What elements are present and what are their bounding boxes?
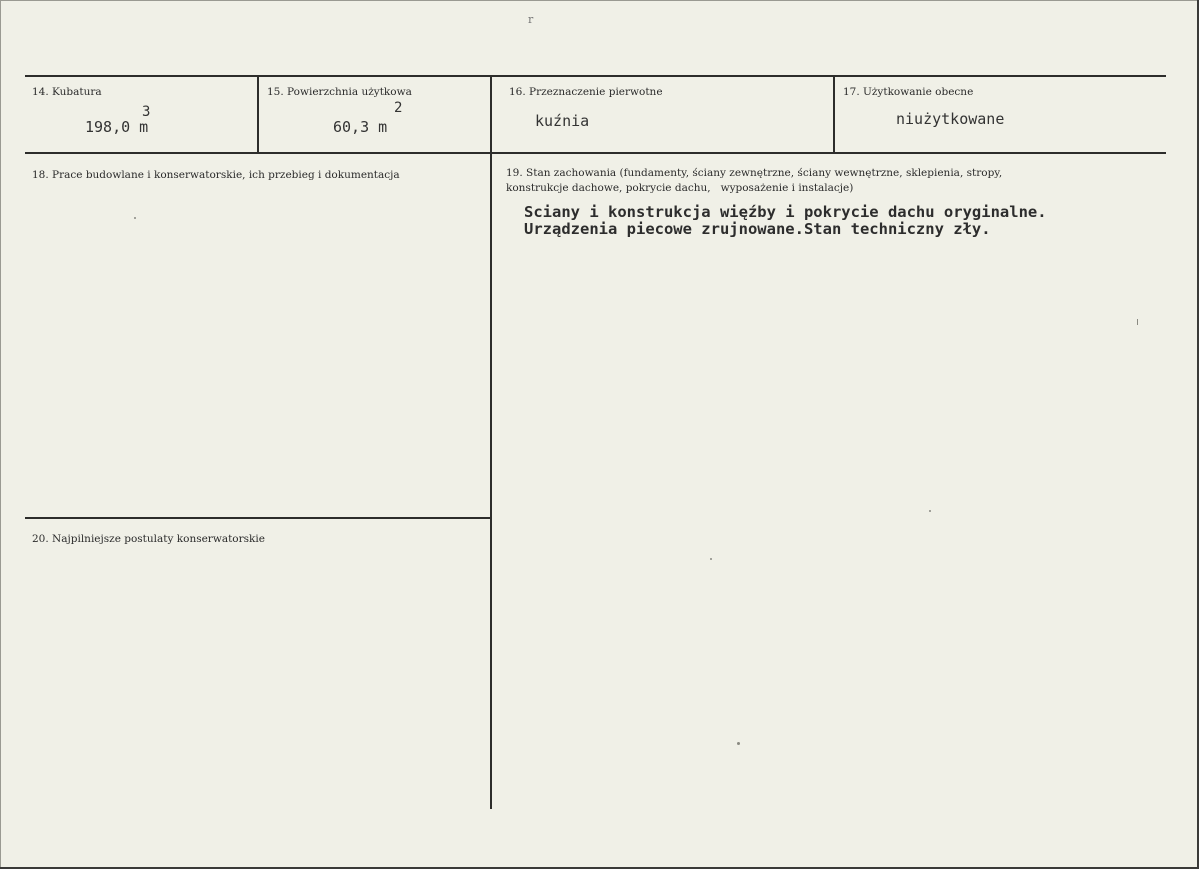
stan-zachowania-label-line2: konstrukcje dachowe, pokrycie dachu, wyposażenie i instalacje) — [506, 182, 854, 194]
header-bottom-rule — [25, 152, 1166, 154]
powierzchnia-label: 15. Powierzchnia użytkowa — [267, 86, 412, 98]
przeznaczenie-label: 16. Przeznaczenie pierwotne — [509, 86, 663, 98]
stan-zachowania-label-line1: 19. Stan zachowania (fundamenty, ściany zewnętrzne, ściany wewnętrzne, sklepienia, stropy, — [506, 167, 1003, 179]
paper-speck — [134, 217, 136, 219]
paper-speck — [1137, 319, 1138, 325]
divider-16-17 — [833, 75, 835, 153]
left-mid-rule — [25, 517, 490, 519]
paper-speck — [737, 742, 740, 745]
przeznaczenie-value: kuźnia — [535, 112, 590, 130]
uzytkowanie-value: niużytkowane — [896, 110, 1005, 128]
powierzchnia-value: 60,3 m — [333, 118, 388, 136]
prace-budowlane-label: 18. Prace budowlane i konserwatorskie, ich przebieg i dokumentacja — [32, 169, 400, 181]
paper-speck — [929, 510, 931, 512]
uzytkowanie-label: 17. Użytkowanie obecne — [843, 86, 974, 98]
kubatura-value: 198,0 m — [85, 118, 149, 136]
divider-14-15 — [257, 75, 259, 153]
top-rule — [25, 75, 1166, 77]
stan-zachowania-text-line1: Sciany i konstrukcja więźby i pokrycie dachu oryginalne. — [524, 203, 1047, 221]
stan-zachowania-text-line2: Urządzenia piecowe zrujnowane.Stan techniczny zły. — [524, 220, 991, 238]
kubatura-label: 14. Kubatura — [32, 86, 102, 98]
powierzchnia-exponent: 2 — [394, 100, 403, 116]
postulaty-label: 20. Najpilniejsze postulaty konserwatorskie — [32, 533, 265, 545]
top-mark: r — [528, 13, 534, 26]
kubatura-exponent: 3 — [142, 104, 151, 120]
paper-speck — [710, 558, 712, 560]
divider-15-16 — [490, 75, 492, 809]
